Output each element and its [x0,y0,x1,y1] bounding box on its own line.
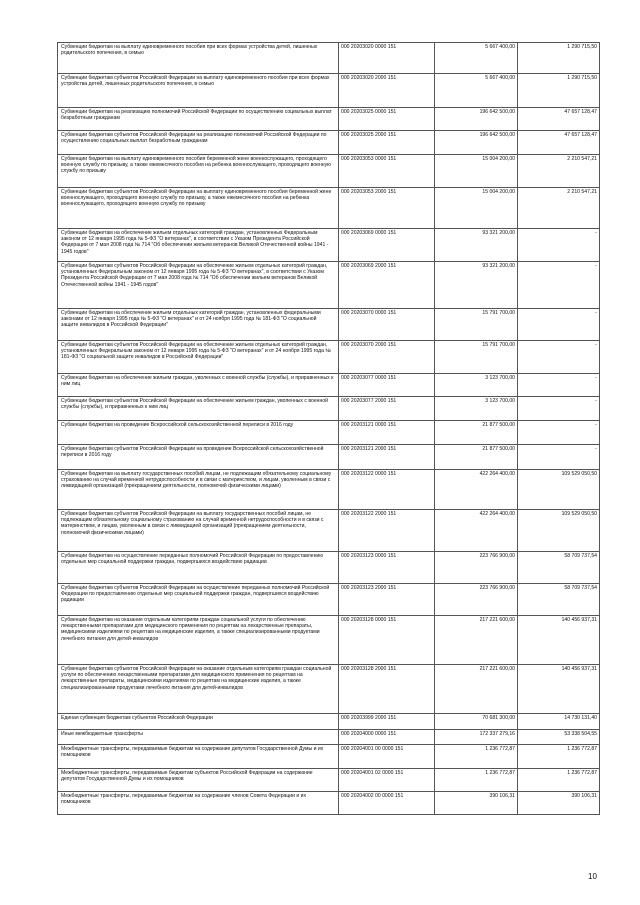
row-code: 000 20203121 2000 151 [339,445,435,470]
row-plan-value: 217 221 600,00 [435,616,518,665]
row-name: Субвенции бюджетам субъектов Российской Федерации на обеспечение жильем отдельных категорий граждан, установленных Федеральным законом от 12 января 1995 года № 5-ФЗ "О ветеранах", в соответствии с Указом Президента Российской Федерации от 7 мая 2008 года № 714 "Об обеспечении жильем ветеранов Великой Отечественной войны 1941 - 1945 годов" [58,262,339,309]
table-row [58,131,600,155]
row-name: Субвенции бюджетам на оказание отдельным категориям граждан социальной услуги по обеспечению лекарственными препаратами для медицинского применения по рецептам на лекарственные препараты, медицинскими изделиями по рецептам на медицинские изделия, а также специализированными продуктами лечебного питания для детей-инвалидов [58,616,339,665]
row-actual-value: - [518,421,600,445]
table-row [58,155,600,188]
row-actual-value: 58 709 737,54 [518,584,600,616]
row-plan-value: 196 642 500,00 [435,131,518,155]
row-name: Субвенции бюджетам субъектов Российской Федерации на обеспечение жильем отдельных категорий граждан, установленных Федеральным законом от 12 января 1995 года № 5-ФЗ "О ветеранах" и от 24 ноября 1995 года № 181-ФЗ "О социальной защите инвалидов в Российской Федерации" [58,341,339,374]
row-code: 000 20203025 0000 151 [339,108,435,131]
row-name: Субвенции бюджетам на выплату государственных пособий лицам, не подлежащим обязательному социальному страхованию на случай временной нетрудоспособности и в связи с материнством, и лицам, уволенным в связи с ликвидацией организаций (прекращением деятельности, полномочий физическими лицами) [58,470,339,510]
row-name: Субвенции бюджетам на обеспечение жильем граждан, уволенных с военной службы (службы), и приравненных к ним лиц [58,374,339,397]
row-code: 000 20203128 2000 151 [339,665,435,714]
row-actual-value: - [518,341,600,374]
row-actual-value: 14 730 131,40 [518,714,600,730]
table-row [58,745,600,769]
budget-table-sheet [57,42,599,815]
row-name: Субвенции бюджетам субъектов Российской Федерации на проведение Всероссийской сельскохозяйственной переписи в 2016 году [58,445,339,470]
row-actual-value: 390 106,31 [518,792,600,815]
row-actual-value: 140 456 937,31 [518,616,600,665]
row-name: Иные межбюджетные трансферты [58,730,339,745]
table-row [58,714,600,730]
table-row [58,792,600,815]
row-name: Единая субвенция бюджетам субъектов Российской Федерации [58,714,339,730]
row-plan-value: 422 264 400,00 [435,510,518,552]
row-code: 000 20203020 2000 151 [339,74,435,108]
row-name: Субвенции бюджетам субъектов Российской Федерации на выплату единовременного пособия беременной жене военнослужащего, проходящего военную службу по призыву, а также ежемесячного пособия на ребенка военнослужащего, проходящего военную службу по призыву [58,188,339,229]
row-name: Субвенции бюджетам субъектов Российской Федерации на выплату государственных пособий лицам, не подлежащим обязательному социальному страхованию на случай временной нетрудоспособности и в связи с материнством, и лицам, уволенным в связи с ликвидацией организаций (прекращением деятельности, полномочий физическими лицами) [58,510,339,552]
row-actual-value: 47 657 128,47 [518,131,600,155]
row-plan-value: 93 321 200,00 [435,229,518,262]
row-plan-value: 217 221 600,00 [435,665,518,714]
row-plan-value: 5 667 400,00 [435,74,518,108]
row-code: 000 20203053 0000 151 [339,155,435,188]
row-actual-value: - [518,374,600,397]
table-row [58,470,600,510]
table-row [58,616,600,665]
row-plan-value: 1 236 772,87 [435,745,518,769]
row-name: Субвенции бюджетам на осуществление переданных полномочий Российской Федерации по предоставлению отдельных мер социальной поддержки граждан, подвергшихся воздействию радиации [58,552,339,584]
row-plan-value: 15 791 700,00 [435,309,518,341]
row-actual-value: 2 210 547,21 [518,188,600,229]
row-plan-value: 15 791 700,00 [435,341,518,374]
row-name: Межбюджетные трансферты, передаваемые бюджетам на содержание членов Совета Федерации и их помощников [58,792,339,815]
row-actual-value: - [518,397,600,421]
row-name: Субвенции бюджетам на обеспечение жильем отдельных категорий граждан, установленных федеральными законами от 12 января 1995 года № 5-ФЗ "О ветеранах" и от 24 ноября 1995 года № 181-ФЗ "О социальной защите инвалидов в Российской Федерации" [58,309,339,341]
table-row [58,769,600,792]
row-code: 000 20203025 2000 151 [339,131,435,155]
row-actual-value: - [518,229,600,262]
row-name: Субвенции бюджетам на обеспечение жильем отдельных категорий граждан, установленных Федеральным законом от 12 января 1995 года № 5-ФЗ "О ветеранах", в соответствии с Указом Президента Российской Федерации от 7 мая 2008 года № 714 "Об обеспечении жильем ветеранов Великой Отечественной войны 1941 - 1945 годов" [58,229,339,262]
table-row [58,262,600,309]
row-code: 000 20203128 0000 151 [339,616,435,665]
row-code: 000 20203123 0000 151 [339,552,435,584]
table-row [58,510,600,552]
row-code: 000 20203069 2000 151 [339,262,435,309]
table-row [58,552,600,584]
row-plan-value: 3 123 700,00 [435,397,518,421]
row-code: 000 20203053 2000 151 [339,188,435,229]
row-actual-value: 47 657 128,47 [518,108,600,131]
table-row [58,341,600,374]
row-name: Субвенции бюджетам на выплату единовременного пособия беременной жене военнослужащего, проходящего военную службу по призыву, а также ежемесячного пособия на ребенка военнослужащего, проходящего военную службу по призыву [58,155,339,188]
table-row [58,445,600,470]
row-name: Субвенции бюджетам субъектов Российской Федерации на оказание отдельным категориям граждан социальной услуги по обеспечению лекарственными препаратами для медицинского применения по рецептам на лекарственные препараты, медицинскими изделиями по рецептам на медицинские изделия, а также специализированными продуктами лечебного питания для детей-инвалидов [58,665,339,714]
budget-table [57,42,600,815]
row-actual-value: - [518,262,600,309]
row-plan-value: 422 264 400,00 [435,470,518,510]
row-code: 000 20204001 02 0000 151 [339,769,435,792]
row-name: Субвенции бюджетам субъектов Российской Федерации на реализацию полномочий Российской Федерации по осуществлению социальных выплат безработным гражданам [58,131,339,155]
row-actual-value: 1 290 715,50 [518,43,600,74]
row-name: Субвенции бюджетам субъектов Российской Федерации на осуществление переданных полномочий Российской Федерации по предоставлению отдельных мер социальной поддержки граждан, подвергшихся воздействию радиации [58,584,339,616]
table-row [58,309,600,341]
row-plan-value: 3 123 700,00 [435,374,518,397]
row-name: Субвенции бюджетам на реализацию полномочий Российской Федерации по осуществлению социальных выплат безработным гражданам [58,108,339,131]
row-code: 000 20203123 2000 151 [339,584,435,616]
row-code: 000 20203122 2000 151 [339,510,435,552]
row-actual-value: 58 709 737,54 [518,552,600,584]
row-plan-value: 5 667 400,00 [435,43,518,74]
row-plan-value: 93 321 200,00 [435,262,518,309]
row-code: 000 20203999 2000 151 [339,714,435,730]
row-plan-value: 390 106,31 [435,792,518,815]
row-code: 000 20203069 0000 151 [339,229,435,262]
row-plan-value: 1 236 772,87 [435,769,518,792]
row-actual-value: 2 210 547,21 [518,155,600,188]
budget-table-body [58,43,600,815]
table-row [58,374,600,397]
row-plan-value: 196 642 500,00 [435,108,518,131]
row-actual-value: 53 338 504,55 [518,730,600,745]
table-row [58,397,600,421]
table-row [58,665,600,714]
table-row [58,188,600,229]
row-name: Межбюджетные трансферты, передаваемые бюджетам на содержание депутатов Государственной Думы и их помощников [58,745,339,769]
page-number: 10 [588,872,597,881]
row-code: 000 20203122 0000 151 [339,470,435,510]
table-row [58,421,600,445]
row-name: Субвенции бюджетам субъектов Российской Федерации на выплату единовременного пособия при всех формах устройства детей, лишенных родительского попечения, в семью [58,74,339,108]
row-plan-value: 172 337 279,16 [435,730,518,745]
table-row [58,108,600,131]
table-row [58,584,600,616]
table-row [58,229,600,262]
row-actual-value: 1 290 715,50 [518,74,600,108]
row-plan-value: 223 766 900,00 [435,584,518,616]
row-plan-value: 15 004 200,00 [435,188,518,229]
row-code: 000 20203077 0000 151 [339,374,435,397]
table-row [58,730,600,745]
row-code: 000 20203077 2000 151 [339,397,435,421]
row-plan-value: 70 681 300,00 [435,714,518,730]
row-name: Межбюджетные трансферты, передаваемые бюджетам субъектов Российской Федерации на содержание депутатов Государственной Думы и их помощников [58,769,339,792]
row-plan-value: 223 766 900,00 [435,552,518,584]
row-actual-value: - [518,309,600,341]
row-code: 000 20204002 00 0000 151 [339,792,435,815]
table-row [58,43,600,74]
row-code: 000 20203070 2000 151 [339,341,435,374]
row-code: 000 20203121 0000 151 [339,421,435,445]
row-actual-value: 109 529 050,50 [518,510,600,552]
row-plan-value: 21 877 500,00 [435,445,518,470]
row-plan-value: 15 004 200,00 [435,155,518,188]
row-code: 000 20204000 0000 151 [339,730,435,745]
row-actual-value: 1 236 772,87 [518,769,600,792]
row-code: 000 20203020 0000 151 [339,43,435,74]
row-actual-value: 140 456 937,31 [518,665,600,714]
row-actual-value: 109 529 050,50 [518,470,600,510]
row-actual-value: 1 236 772,87 [518,745,600,769]
row-code: 000 20204001 00 0000 151 [339,745,435,769]
row-name: Субвенции бюджетам на проведение Всероссийской сельскохозяйственной переписи в 2016 году [58,421,339,445]
table-row [58,74,600,108]
row-name: Субвенции бюджетам на выплату единовременного пособия при всех формах устройства детей, лишенных родительского попечения, в семью [58,43,339,74]
row-name: Субвенции бюджетам субъектов Российской Федерации на обеспечение жильем граждан, уволенных с военной службы (службы), и приравненных к ним лиц [58,397,339,421]
row-plan-value: 21 877 500,00 [435,421,518,445]
row-code: 000 20203070 0000 151 [339,309,435,341]
row-actual-value: - [518,445,600,470]
